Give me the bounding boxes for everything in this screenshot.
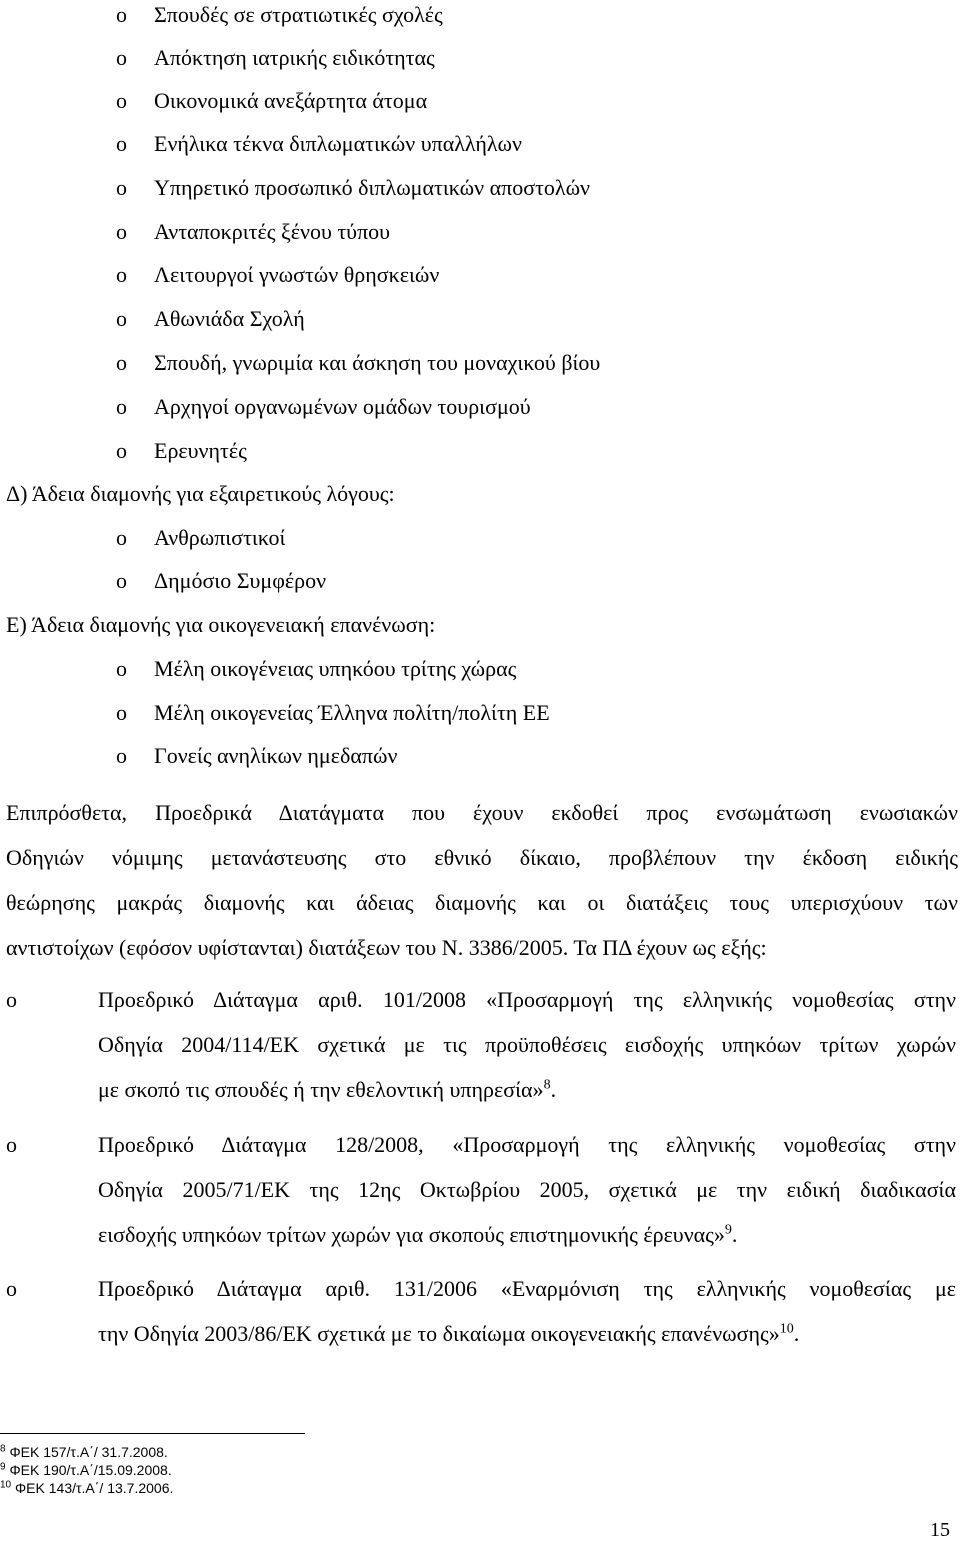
bullet-icon: o	[116, 350, 127, 375]
list-item: o Ανθρωπιστικοί	[116, 525, 286, 550]
decree-item: o Προεδρικό Διάταγμα αριθ. 131/2006 «Εναρμόνιση της ελληνικής νομοθεσίας με την Οδηγία 2003/86/ΕΚ σχετικά με το δικαίωμα οικογενειακής επανένωσης»$^{10}$.	[6, 1266, 956, 1361]
bullet-icon: o	[116, 568, 127, 593]
bullet-icon: o	[116, 2, 127, 27]
list-item: o Οικονομικά ανεξάρτητα άτομα	[116, 88, 428, 113]
footnote-ref[interactable]: 8	[543, 1077, 551, 1093]
bullet-icon: o	[116, 88, 127, 113]
list-item: o Σπουδές σε στρατιωτικές σχολές	[116, 2, 443, 27]
decree-item: o Προεδρικό Διάταγμα 128/2008, «Προσαρμογή της ελληνικής νομοθεσίας στην Οδηγία 2005/71/ΕΚ της 12ης Οκτωβρίου 2005, σχετικά με την ειδική διαδικασία εισδοχής υπηκόων τρίτων χωρών για σκοπούς επιστημονικής έρευνας»$^9$.	[6, 1122, 956, 1262]
section-e-heading: Ε) Άδεια διαμονής για οικογενειακή επανένωση:	[6, 612, 436, 637]
bullet-icon: o	[116, 306, 127, 331]
bullet-icon: o	[6, 1132, 17, 1157]
list-item: o Αρχηγοί οργανωμένων ομάδων τουρισμού	[116, 394, 531, 419]
bullet-icon: o	[116, 131, 127, 156]
list-item: o Γονείς ανηλίκων ημεδαπών	[116, 743, 398, 768]
list-item: o Δημόσιο Συμφέρον	[116, 568, 327, 593]
bullet-icon: o	[6, 1276, 17, 1301]
bullet-icon: o	[116, 700, 127, 725]
list-item: o Ενήλικα τέκνα διπλωματικών υπαλλήλων	[116, 131, 522, 156]
footnote-separator	[0, 1433, 305, 1434]
decree-item: o Προεδρικό Διάταγμα αριθ. 101/2008 «Προσαρμογή της ελληνικής νομοθεσίας στην Οδηγία 2004/114/ΕΚ σχετικά με τις προϋποθέσεις εισδοχής υπηκόων τρίτων χωρών με σκοπό τις σπουδές ή την εθελοντική υπηρεσία»$^8$.	[6, 977, 956, 1117]
list-item: o Σπουδή, γνωριμία και άσκηση του μοναχικού βίου	[116, 350, 601, 375]
bullet-icon: o	[116, 525, 127, 550]
bullet-icon: o	[116, 656, 127, 681]
bullet-icon: o	[116, 175, 127, 200]
footnote-ref[interactable]: 9	[724, 1222, 732, 1238]
list-item: o Αθωνιάδα Σχολή	[116, 306, 305, 331]
footnote-ref[interactable]: 10	[779, 1321, 794, 1337]
footnote: $^9$ ΦΕΚ 190/τ.Α΄/15.09.2008.	[0, 1461, 172, 1478]
bullet-icon: o	[116, 394, 127, 419]
bullet-icon: o	[116, 743, 127, 768]
list-item: o Ανταποκριτές ξένου τύπου	[116, 219, 391, 244]
section-d-heading: Δ) Άδεια διαμονής για εξαιρετικούς λόγους:	[6, 481, 395, 506]
bullet-icon: o	[6, 987, 17, 1012]
page-number: 15	[930, 1519, 950, 1541]
bullet-icon: o	[116, 438, 127, 463]
footnote: $^{10}$ ΦΕΚ 143/τ.Α΄/ 13.7.2006.	[0, 1479, 174, 1496]
bullet-icon: o	[116, 45, 127, 70]
list-item: o Ερευνητές	[116, 438, 247, 463]
bullet-icon: o	[116, 219, 127, 244]
list-item: o Υπηρετικό προσωπικό διπλωματικών αποστολών	[116, 175, 591, 200]
list-item: o Μέλη οικογενείας Έλληνα πολίτη/πολίτη ΕΕ	[116, 700, 550, 725]
footnote: $^8$ ΦΕΚ 157/τ.Α΄/ 31.7.2008.	[0, 1443, 168, 1460]
list-item: o Απόκτηση ιατρικής ειδικότητας	[116, 45, 435, 70]
list-item: o Λειτουργοί γνωστών θρησκειών	[116, 262, 440, 287]
list-item: o Μέλη οικογένειας υπηκόου τρίτης χώρας	[116, 656, 517, 681]
body-paragraph: Επιπρόσθετα, Προεδρικά Διατάγματα που έχουν εκδοθεί προς ενσωμάτωση ενωσιακών Οδηγιών νόμιμης μετανάστευσης στο εθνικό δίκαιο, προβλέπουν την έκδοση ειδικής θεώρησης μακράς διαμονής και άδειας διαμονής και οι διατάξεις τους υπερισχύουν των αντιστοίχων (εφόσον υφίστανται) διατάξεων του Ν. 3386/2005. Τα ΠΔ έχουν ως εξής:	[6, 800, 958, 960]
bullet-icon: o	[116, 262, 127, 287]
